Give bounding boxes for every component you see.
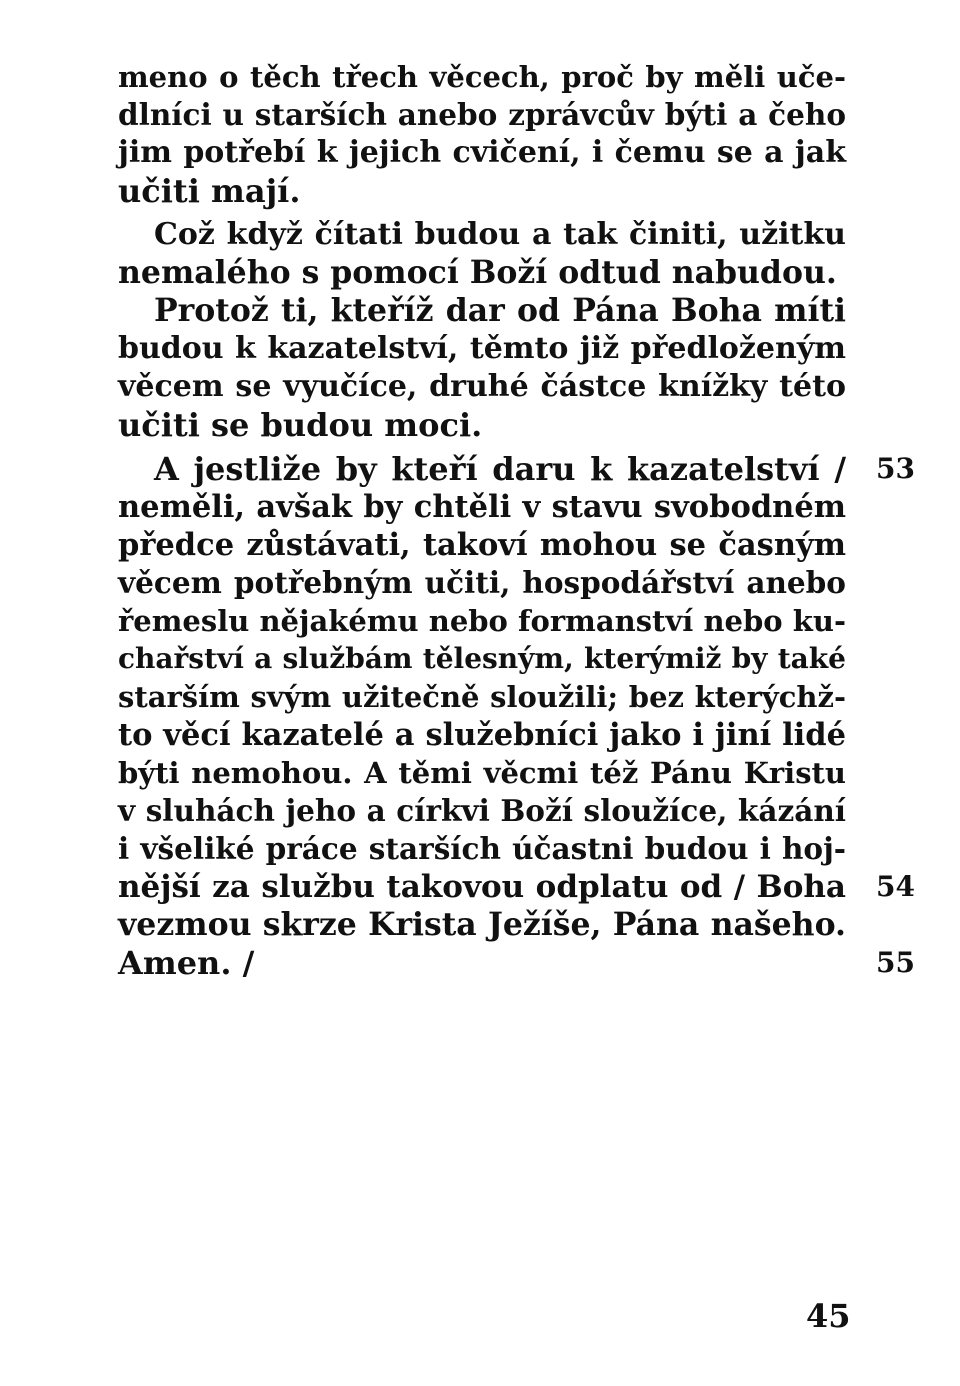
text-line: věcem se vyučíce, druhé částce knížky této bbox=[118, 369, 846, 404]
text-line: dlníci u starších anebo zprávcův býti a čeho bbox=[118, 97, 846, 132]
margin-page-number: 54 bbox=[876, 870, 915, 903]
margin-page-number: 53 bbox=[876, 452, 915, 485]
text-line: budou k kazatelství, těmto již předloženým bbox=[118, 331, 846, 366]
text-line: v sluhách jeho a církvi Boží sloužíce, kázání bbox=[118, 793, 846, 828]
text-line: Amen. / bbox=[118, 944, 255, 982]
text-line: býti nemohou. A těmi věcmi též Pánu Kristu bbox=[118, 756, 846, 790]
text-line: nemalého s pomocí Boží odtud nabudou. bbox=[118, 254, 837, 291]
text-line: předce zůstávati, takoví mohou se časným bbox=[118, 527, 846, 563]
page-number: 45 bbox=[806, 1297, 851, 1335]
text-line: učiti mají. bbox=[118, 172, 301, 210]
margin-page-number: 55 bbox=[876, 946, 915, 979]
text-line: vezmou skrze Krista Ježíše, Pána našeho. bbox=[118, 906, 846, 943]
text-line: nější za službu takovou odplatu od / Boha bbox=[118, 869, 846, 905]
text-line: Což když čítati budou a tak činiti, užitku bbox=[154, 217, 846, 252]
text-line: učiti se budou moci. bbox=[118, 406, 483, 444]
text-line: meno o těch třech věcech, proč by měli uče- bbox=[118, 60, 846, 94]
text-line: chařství a službám tělesným, kterýmiž by také bbox=[118, 642, 846, 675]
text-line: neměli, avšak by chtěli v stavu svobodném bbox=[118, 489, 846, 525]
text-line: A jestliže by kteří daru k kazatelství / bbox=[154, 450, 846, 488]
text-line: i všeliké práce starších účastni budou i hoj- bbox=[118, 831, 846, 866]
text-line: starším svým užitečně sloužili; bez kterýchž- bbox=[118, 680, 846, 714]
text-line: to věcí kazatelé a služebníci jako i jiní lidé bbox=[118, 717, 846, 753]
text-line: jim potřebí k jejich cvičení, i čemu se a jak bbox=[118, 135, 846, 170]
text-line: řemeslu nějakému nebo formanství nebo ku- bbox=[118, 604, 846, 638]
text-line: věcem potřebným učiti, hospodářství anebo bbox=[118, 565, 846, 600]
text-line: Protož ti, kteříž dar od Pána Boha míti bbox=[154, 292, 846, 329]
